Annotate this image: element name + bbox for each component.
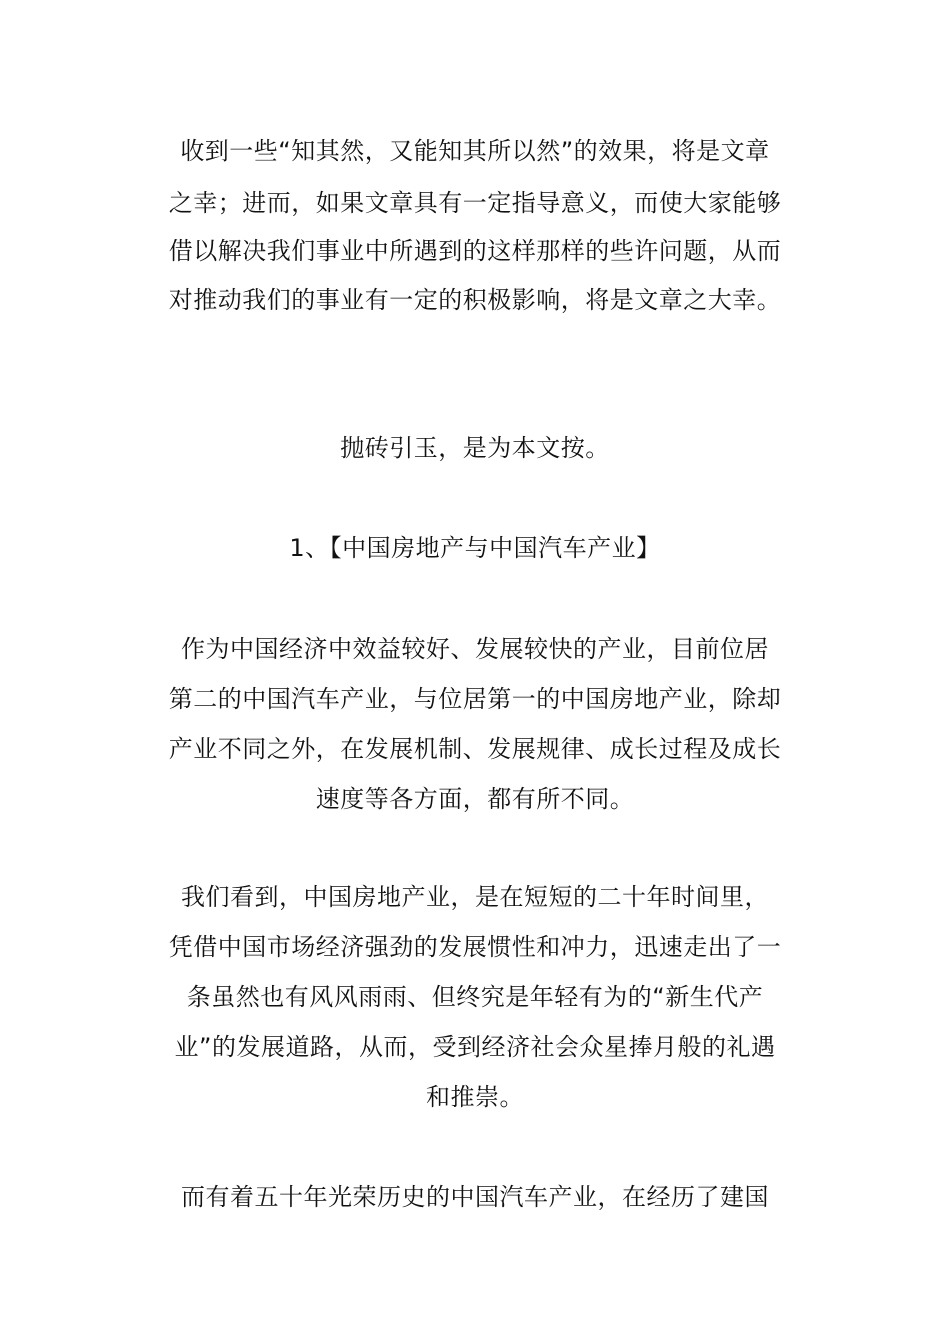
paragraph-line: 产业不同之外，在发展机制、发展规律、成长过程及成长 [168,735,782,763]
paragraph-line: 速度等各方面，都有所不同。 [315,785,635,813]
paragraph-line: 第二的中国汽车产业，与位居第一的中国房地产业，除却 [168,685,782,713]
paragraph-line: 借以解决我们事业中所遇到的这样那样的些许问题，从而 [168,237,782,265]
paragraph-line: 作为中国经济中效益较好、发展较快的产业，目前位居 [181,635,769,663]
paragraph-line: 收到一些“知其然，又能知其所以然”的效果，将是文章 [180,137,770,165]
closing-note: 抛砖引玉，是为本文按。 [340,434,610,462]
paragraph-line: 之幸；进而，如果文章具有一定指导意义，而使大家能够 [168,189,782,217]
paragraph-line: 条虽然也有风风雨雨、但终究是年轻有为的“新生代产 [186,983,764,1011]
paragraph-line: 我们看到，中国房地产业，是在短短的二十年时间里， [181,883,769,911]
section-heading: 1、【中国房地产与中国汽车产业】 [289,534,661,562]
paragraph-line: 而有着五十年光荣历史的中国汽车产业，在经历了建国 [181,1183,769,1211]
paragraph-line: 业”的发展道路，从而，受到经济社会众星捧月般的礼遇 [174,1033,776,1061]
paragraph-line: 凭借中国市场经济强劲的发展惯性和冲力，迅速走出了一 [168,933,782,961]
paragraph-line: 对推动我们的事业有一定的积极影响，将是文章之大幸。 [168,286,782,314]
paragraph-line: 和推崇。 [426,1083,524,1111]
